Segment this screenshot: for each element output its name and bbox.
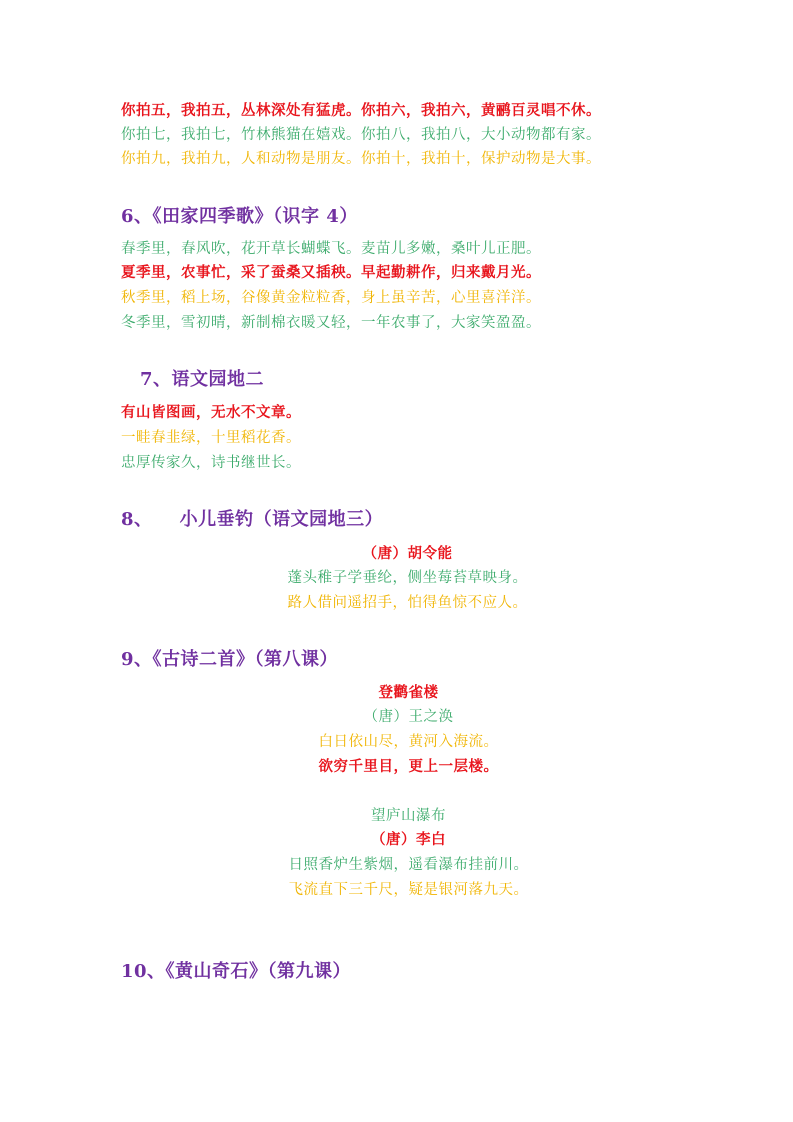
section-9-heading: 9、《古诗二首》（第八课）	[121, 649, 339, 670]
section-6-spring: 春季里，春风吹，花开草长蝴蝶飞。麦苗儿多嫩，桑叶儿正肥。	[121, 241, 541, 257]
rhyme-line-3: 你拍九，我拍九，人和动物是朋友。你拍十，我拍十，保护动物是大事。	[121, 151, 601, 167]
section-6-winter: 冬季里，雪初晴，新制棉衣暖又轻，一年农事了，大家笑盈盈。	[121, 315, 541, 331]
poem-1-line-1: 白日依山尽，黄河入海流。	[318, 734, 499, 750]
section-6-autumn: 秋季里，稻上场，谷像黄金粒粒香，身上虽辛苦，心里喜洋洋。	[121, 290, 541, 306]
section-8-author: （唐）胡令能	[362, 545, 453, 562]
rhyme-line-1: 你拍五，我拍五，丛林深处有猛虎。你拍六，我拍六，黄鹂百灵唱不休。	[121, 102, 601, 119]
poem-1-author: （唐）王之涣	[363, 709, 454, 725]
poem-1-line-2: 欲穷千里目，更上一层楼。	[318, 758, 499, 775]
poem-2-author: （唐）李白	[371, 831, 446, 848]
rhyme-line-2: 你拍七，我拍七，竹林熊猫在嬉戏。你拍八，我拍八，大小动物都有家。	[121, 127, 601, 143]
section-7-line-1: 有山皆图画，无水不文章。	[121, 404, 301, 421]
section-8-line-1: 蓬头稚子学垂纶，侧坐莓苔草映身。	[287, 570, 528, 586]
poem-1-title: 登鹳雀楼	[378, 684, 439, 701]
poem-2-line-1: 日照香炉生紫烟，遥看瀑布挂前川。	[288, 857, 529, 873]
section-7-line-3: 忠厚传家久，诗书继世长。	[121, 455, 301, 471]
section-10-heading: 10、《黄山奇石》（第九课）	[121, 961, 352, 982]
section-8-line-2: 路人借问遥招手，怕得鱼惊不应人。	[287, 595, 528, 611]
section-6-summer: 夏季里，农事忙，采了蚕桑又插秧。早起勤耕作，归来戴月光。	[121, 264, 541, 281]
section-8-heading: 8、 小儿垂钓（语文园地三）	[121, 509, 384, 530]
section-7-heading: 7、语文园地二	[140, 369, 265, 390]
poem-2-line-2: 飞流直下三千尺，疑是银河落九天。	[288, 882, 529, 898]
poem-2-title: 望庐山瀑布	[371, 808, 446, 824]
section-6-heading: 6、《田家四季歌》（识字 4）	[121, 206, 358, 227]
section-7-line-2: 一畦春韭绿，十里稻花香。	[121, 430, 301, 446]
